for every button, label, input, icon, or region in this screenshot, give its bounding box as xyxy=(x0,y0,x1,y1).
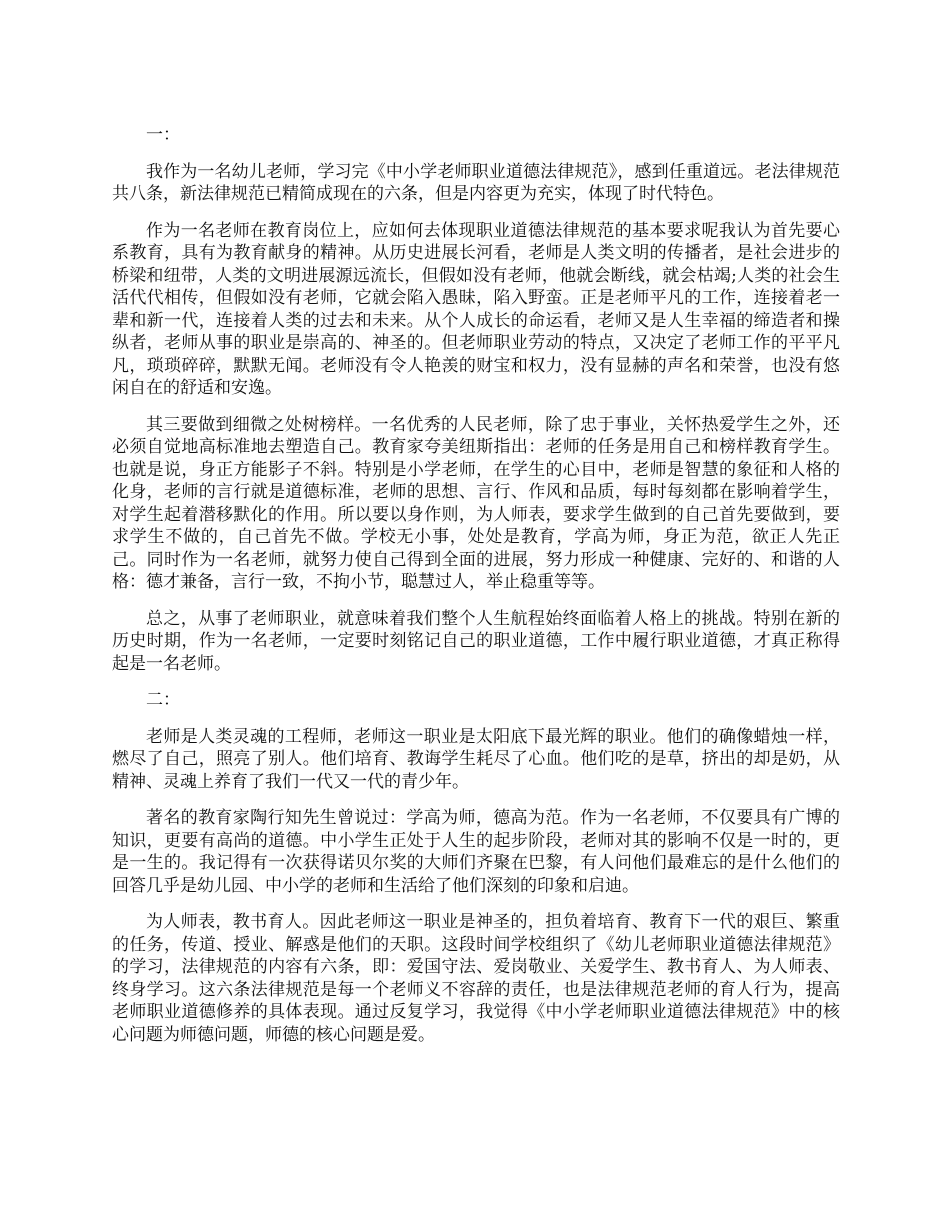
paragraph: 总之，从事了老师职业，就意味着我们整个人生航程始终面临着人格上的挑战。特别在新的历史时期，作为一名老师，一定要时刻铭记自己的职业道德，工作中履行职业道德，才真正称得起是一名老师。 xyxy=(112,608,840,674)
paragraph: 老师是人类灵魂的工程师，老师这一职业是太阳底下最光辉的职业。他们的确像蜡烛一样，燃尽了自己，照亮了别人。他们培育、教诲学生耗尽了心血。他们吃的是草，挤出的却是奶，从精神、灵魂上养育了我们一代又一代的青少年。 xyxy=(112,726,840,792)
section-two xyxy=(112,689,840,1046)
section-heading: 一： xyxy=(146,125,180,145)
paragraph: 作为一名老师在教育岗位上，应如何去体现职业道德法律规范的基本要求呢我认为首先要心系教育，具有为教育献身的精神。从历史进展长河看，老师是人类文明的传播者，是社会进步的桥梁和纽带，人类的文明进展源远流长，但假如没有老师，他就会断线，就会枯竭;人类的社会生活代代相传，但假如没有老师，它就会陷入愚昧，陷入野蛮。正是老师平凡的工作，连接着老一辈和新一代，连接着人类的过去和未来。从个人成长的命运看，老师又是人生幸福的缔造者和操纵者，老师从事的职业是崇高的、神圣的。但老师职业劳动的特点，又决定了老师工作的平平凡凡，琐琐碎碎，默默无闻。老师没有令人艳羡的财宝和权力，没有显赫的声名和荣誉，也没有悠闲自在的舒适和安逸。 xyxy=(112,220,840,398)
section-one xyxy=(112,124,840,675)
paragraph: 其三要做到细微之处树榜样。一名优秀的人民老师，除了忠于事业，关怀热爱学生之外，还必须自觉地高标准地去塑造自己。教育家夸美纽斯指出：老师的任务是用自己和榜样教育学生。也就是说，身正方能影子不斜。特别是小学老师，在学生的心目中，老师是智慧的象征和人格的化身，老师的言行就是道德标准，老师的思想、言行、作风和品质，每时每刻都在影响着学生，对学生起着潜移默化的作用。所以要以身作则，为人师表，要求学生做到的自己首先要做到，要求学生不做的，自己首先不做。学校无小事，处处是教育，学高为师，身正为范，欲正人先正己。同时作为一名老师，就努力使自己得到全面的进展，努力形成一种健康、完好的、和谐的人格：德才兼备，言行一致，不拘小节，聪慧过人，举止稳重等等。 xyxy=(112,414,840,592)
section-heading: 二： xyxy=(146,690,180,710)
paragraph: 我作为一名幼儿老师，学习完《中小学老师职业道德法律规范》，感到任重道远。老法律规范共八条，新法律规范已精简成现在的六条，但是内容更为充实，体现了时代特色。 xyxy=(112,161,840,204)
paragraph: 为人师表，教书育人。因此老师这一职业是神圣的，担负着培育、教育下一代的艰巨、繁重的任务，传道、授业、解惑是他们的天职。这段时间学校组织了《幼儿老师职业道德法律规范》的学习，法律规范的内容有六条，即：爱国守法、爱岗敬业、关爱学生、教书育人、为人师表、终身学习。这六条法律规范是每一个老师义不容辞的责任，也是法律规范老师的育人行为，提高老师职业道德修养的具体表现。通过反复学习，我觉得《中小学老师职业道德法律规范》中的核心问题为师德问题，师德的核心问题是爱。 xyxy=(112,912,840,1045)
paragraph: 著名的教育家陶行知先生曾说过：学高为师，德高为范。作为一名老师，不仅要具有广博的知识，更要有高尚的道德。中小学生正处于人生的起步阶段，老师对其的影响不仅是一时的，更是一生的。我记得有一次获得诺贝尔奖的大师们齐聚在巴黎，有人问他们最难忘的是什么他们的回答几乎是幼儿园、中小学的老师和生活给了他们深刻的印象和启迪。 xyxy=(112,808,840,896)
document-body xyxy=(112,124,840,1060)
